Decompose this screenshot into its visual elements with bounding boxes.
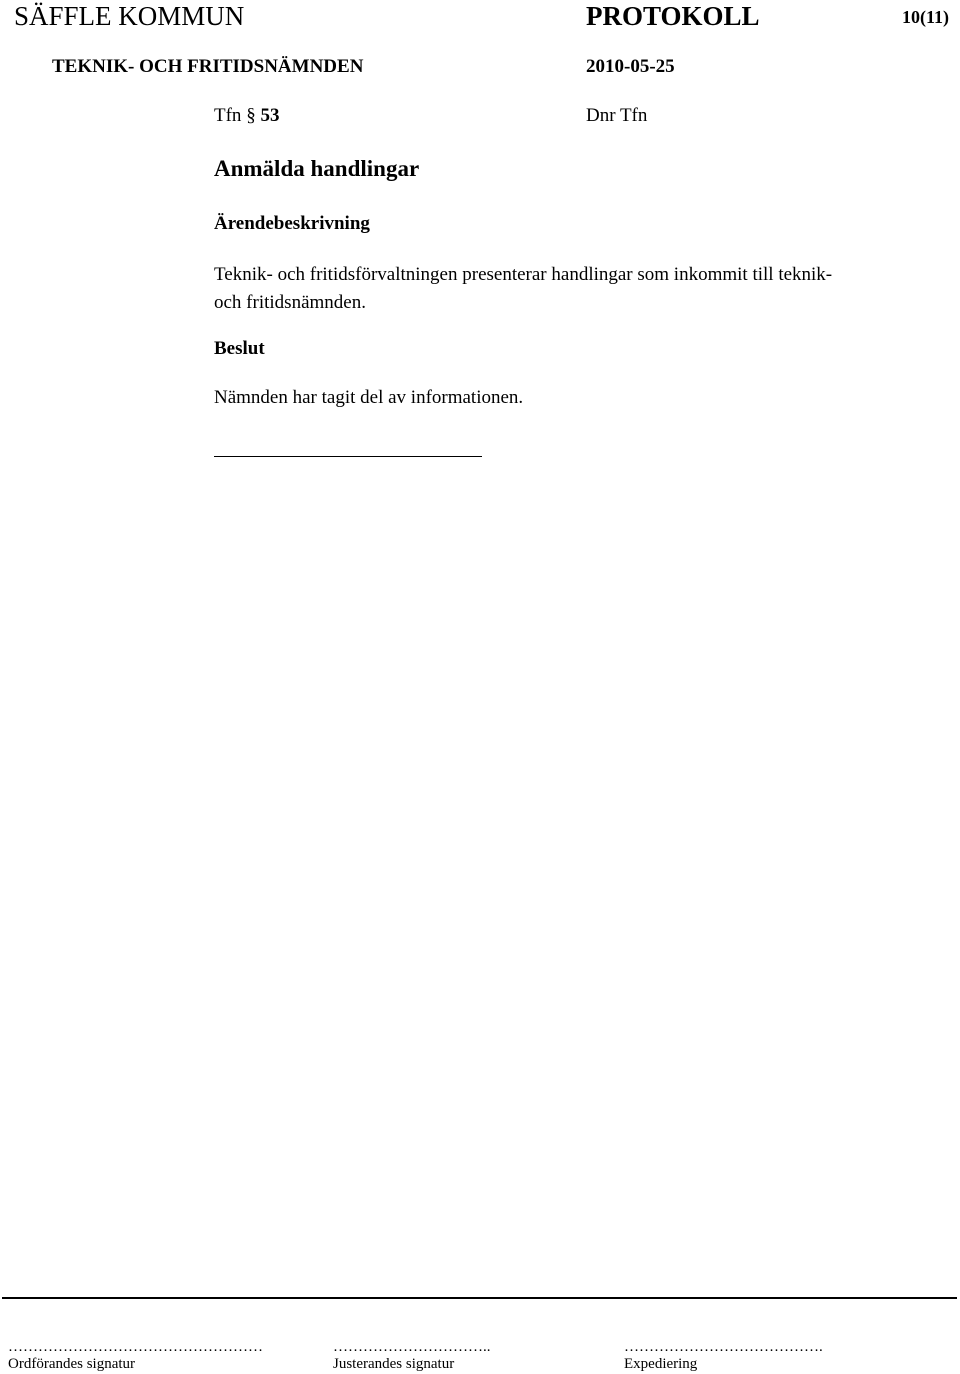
- description-text: [214, 261, 934, 317]
- document-type: PROTOKOLL: [586, 1, 760, 31]
- page-number: 10(11): [902, 7, 949, 27]
- dispatch-signature-line: ………………………………….: [624, 1339, 823, 1355]
- description-heading: Ärendebeskrivning: [214, 213, 370, 234]
- paragraph-prefix: Tfn: [214, 105, 242, 126]
- meeting-date: 2010-05-25: [586, 56, 675, 77]
- item-title: Anmälda handlingar: [214, 156, 420, 181]
- decision-text: Nämnden har tagit del av informationen.: [214, 387, 524, 408]
- registration-number: Dnr Tfn: [586, 105, 648, 126]
- section-end-rule: [214, 456, 482, 457]
- description-line-2: och fritidsnämnden.: [214, 292, 366, 313]
- adjuster-signature-line: …………………………..: [333, 1339, 491, 1355]
- footer-divider: [2, 1297, 957, 1299]
- chair-signature-label: Ordförandes signatur: [8, 1356, 136, 1372]
- chair-signature-line: ……………………………………………: [8, 1339, 263, 1355]
- dispatch-label: Expediering: [624, 1356, 698, 1372]
- organization-name: SÄFFLE KOMMUN: [14, 1, 245, 31]
- committee-name: TEKNIK- OCH FRITIDSNÄMNDEN: [52, 56, 364, 77]
- section-sign: §: [246, 105, 256, 126]
- paragraph-number: 53: [260, 105, 280, 126]
- decision-heading: Beslut: [214, 338, 265, 359]
- description-line-1: Teknik- och fritidsförvaltningen presenterar handlingar som inkommit till teknik-: [214, 264, 833, 285]
- adjuster-signature-label: Justerandes signatur: [333, 1356, 455, 1372]
- paragraph-reference: [214, 104, 279, 128]
